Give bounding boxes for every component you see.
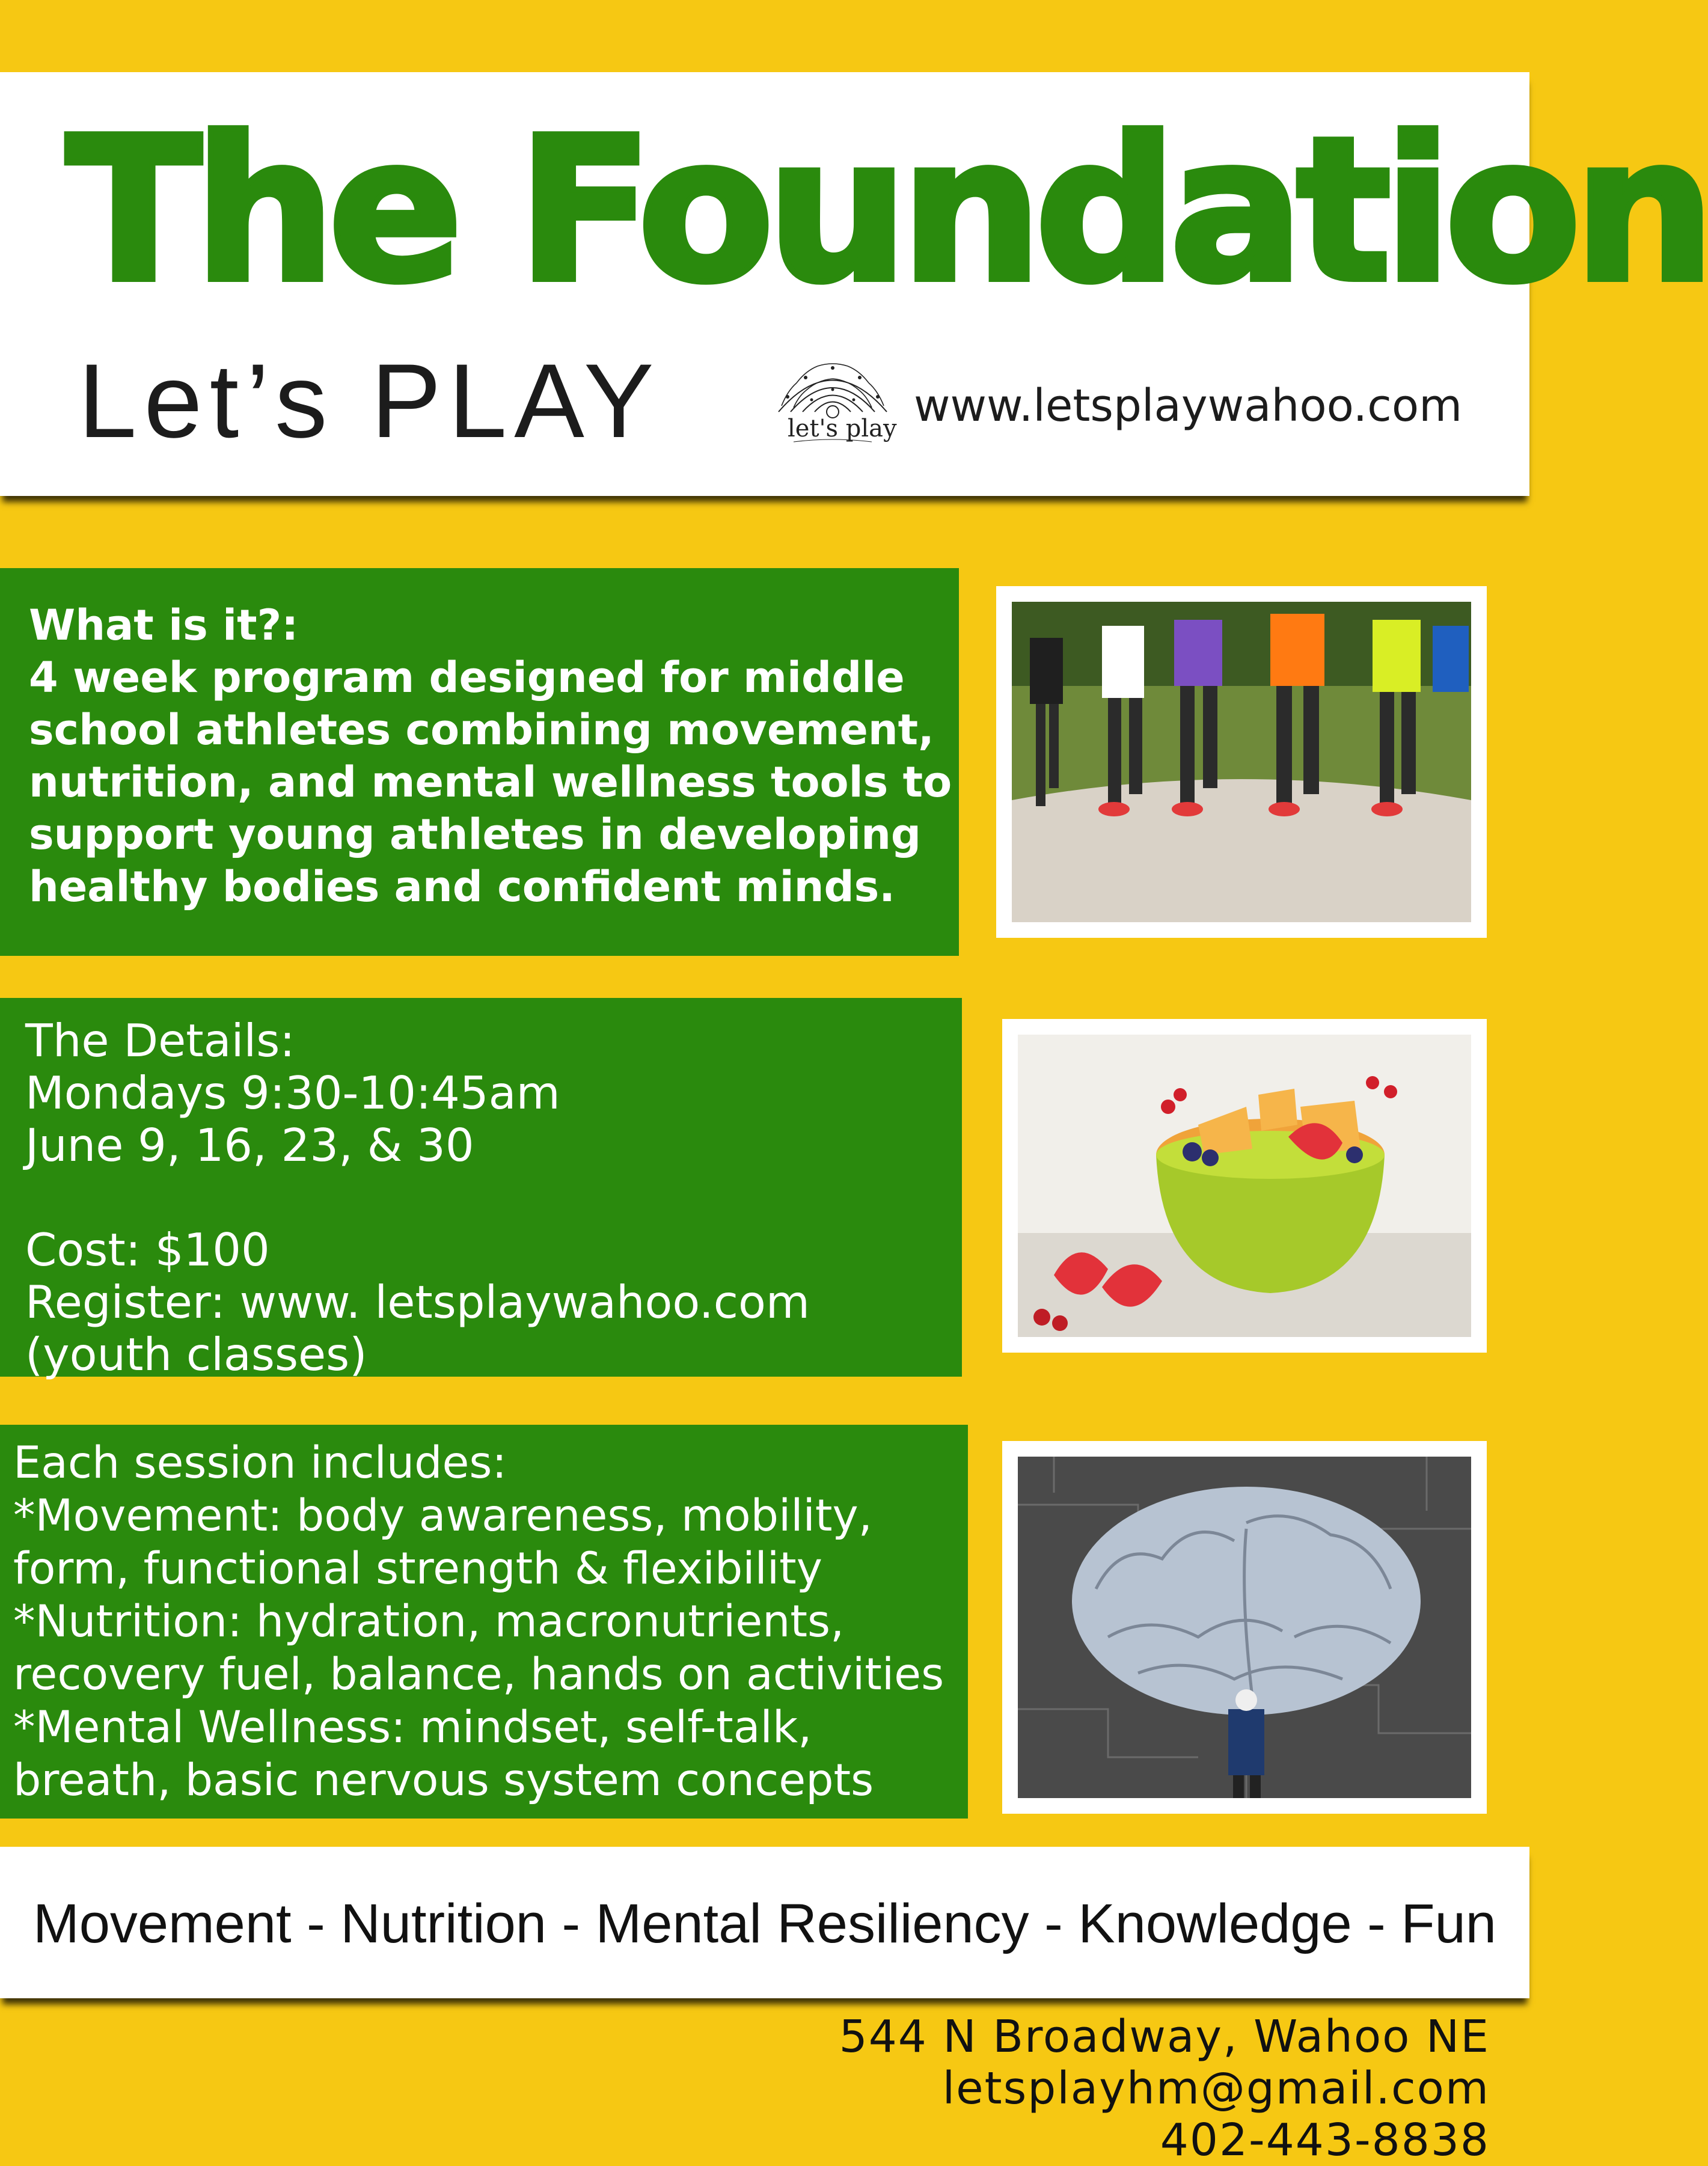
brain-photo (1002, 1441, 1487, 1814)
tagline: Movement - Nutrition - Mental Resiliency - Knowledge - Fun (33, 1893, 1496, 1954)
what-is-it-panel (0, 568, 959, 956)
details-panel (0, 998, 962, 1381)
session-line: *Mental Wellness: mindset, self-talk, (13, 1702, 812, 1753)
session-line: *Movement: body awareness, mobility, (13, 1490, 872, 1541)
contact-block (839, 2011, 1490, 2166)
details-schedule: Mondays 9:30-10:45am (25, 1066, 560, 1119)
contact-email[interactable]: letsplayhm@gmail.com (942, 2063, 1490, 2114)
details-register-note: (youth classes) (25, 1328, 367, 1381)
fruit-bowl-photo (1002, 1019, 1487, 1353)
what-line: support young athletes in developing (29, 810, 922, 859)
what-line: 4 week program designed for middle (29, 653, 905, 702)
header-website-link[interactable]: www.letsplaywahoo.com (914, 380, 1463, 432)
session-heading: Each session includes: (13, 1437, 507, 1488)
page-subtitle: Let’s PLAY (78, 343, 661, 460)
contact-phone[interactable]: 402-443-8838 (1160, 2114, 1490, 2166)
details-cost: Cost: $100 (25, 1223, 270, 1276)
details-dates: June 9, 16, 23, & 30 (25, 1119, 474, 1172)
logo-text: let's play (788, 415, 897, 442)
what-heading: What is it?: (29, 601, 299, 650)
session-line: form, functional strength & flexibility (13, 1543, 822, 1594)
what-line: healthy bodies and confident minds. (29, 862, 895, 911)
session-line: breath, basic nervous system concepts (13, 1755, 874, 1806)
session-line: recovery fuel, balance, hands on activities (13, 1649, 944, 1700)
page-title: The Foundation (66, 95, 1708, 326)
session-includes-panel (0, 1425, 968, 1819)
runners-image-icon (1012, 602, 1471, 922)
details-register[interactable]: Register: www. letsplaywahoo.com (25, 1276, 810, 1329)
brain-image-icon (1018, 1457, 1471, 1798)
what-line: school athletes combining movement, (29, 705, 934, 754)
fruit-bowl-image-icon (1018, 1035, 1471, 1337)
contact-address: 544 N Broadway, Wahoo NE (839, 2011, 1490, 2063)
runners-photo (996, 586, 1487, 938)
what-line: nutrition, and mental wellness tools to (29, 757, 952, 807)
details-heading: The Details: (25, 1014, 295, 1067)
session-line: *Nutrition: hydration, macronutrients, (13, 1596, 845, 1647)
